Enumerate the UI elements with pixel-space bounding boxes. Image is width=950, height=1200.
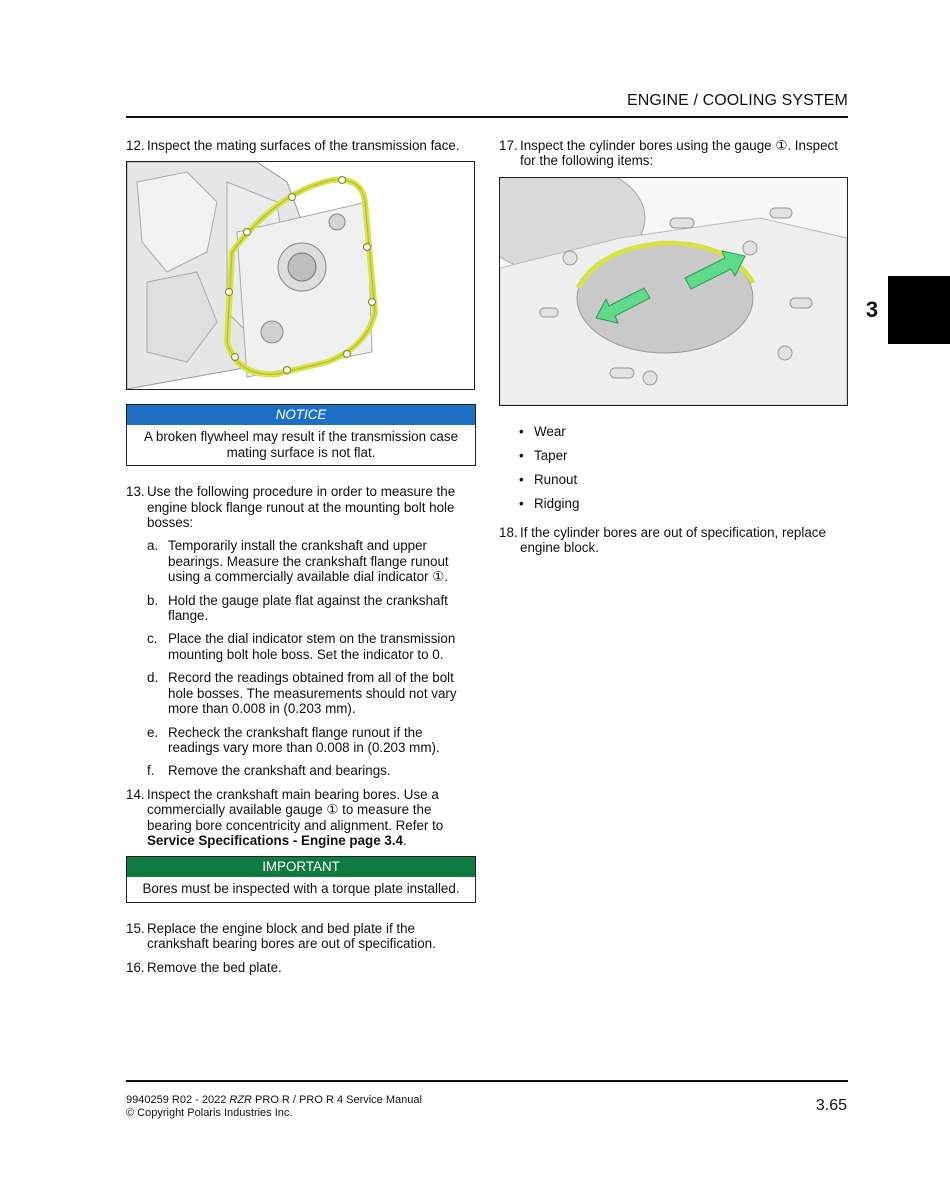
- substep-d: d. Record the readings obtained from all of the bolt hole bosses. The measurements should not vary more than 0.008 in (0.203 mm).: [147, 670, 457, 717]
- substep-a: a. Temporarily install the crankshaft and upper bearings. Measure the crankshaft flange runout using a commercially available dial indicator ①.: [147, 538, 449, 585]
- notice-box: [126, 404, 476, 466]
- notice-body: A broken flywheel may result if the transmission case mating surface is not flat.: [143, 429, 459, 460]
- chapter-tab-number: 3: [865, 297, 879, 322]
- substep-c: c. Place the dial indicator stem on the transmission mounting bolt hole boss. Set the indicator to 0.: [147, 631, 456, 662]
- step-16: 16. Remove the bed plate.: [126, 959, 282, 975]
- step-15: 15. Replace the engine block and bed plate if the crankshaft bearing bores are out of specification.: [126, 920, 436, 952]
- page-header: [126, 92, 848, 118]
- step-13: 13. Use the following procedure in order to measure the engine block flange runout at the mounting bolt hole bosses:: [126, 484, 456, 531]
- list-item: • Ridging: [519, 495, 580, 511]
- important-box: [126, 856, 476, 902]
- cylinder-bore-illustration: [500, 178, 847, 405]
- notice-title: NOTICE: [127, 405, 475, 425]
- engine-block-illustration: [127, 162, 474, 389]
- substep-e: e. Recheck the crankshaft flange runout if the readings vary more than 0.008 in (0.203 mm).: [147, 724, 440, 755]
- list-item: • Runout: [519, 471, 578, 487]
- important-body: Bores must be inspected with a torque plate installed.: [142, 881, 460, 897]
- substep-f: f. Remove the crankshaft and bearings.: [147, 763, 391, 779]
- cylinder-bore-figure: [499, 177, 848, 406]
- left-column: [126, 138, 476, 983]
- footer-doc-info: 9940259 R02 - 2022 RZR PRO R / PRO R 4 Service Manual: [126, 1094, 422, 1106]
- inspection-items-list: [499, 424, 849, 511]
- right-column: [499, 138, 849, 564]
- step-14: 14. Inspect the crankshaft main bearing bores. Use a commercially available gauge ① to measure the bearing bore concentricity and alignment. Refer to Service Specifications - Engine page 3.4.: [126, 786, 444, 848]
- list-item: • Wear: [519, 423, 566, 439]
- step-12: 12. Inspect the mating surfaces of the transmission face.: [126, 138, 460, 153]
- substep-b: b. Hold the gauge plate flat against the crankshaft flange.: [147, 592, 448, 624]
- important-title: IMPORTANT: [127, 857, 475, 877]
- list-item: • Taper: [519, 447, 568, 463]
- section-title: ENGINE / COOLING SYSTEM: [626, 92, 848, 109]
- step-18: 18. If the cylinder bores are out of specification, replace engine block.: [499, 524, 826, 556]
- footer-rule: [126, 1080, 848, 1082]
- spec-reference-link[interactable]: Service Specifications - Engine page 3.4: [147, 832, 404, 848]
- page-number: 3.65: [815, 1097, 847, 1114]
- chapter-tab: [888, 276, 950, 344]
- transmission-face-figure: [126, 161, 475, 390]
- step-17: 17. Inspect the cylinder bores using the gauge ①. Inspect for the following items:: [499, 138, 838, 169]
- footer-copyright: © Copyright Polaris Industries Inc.: [126, 1107, 293, 1119]
